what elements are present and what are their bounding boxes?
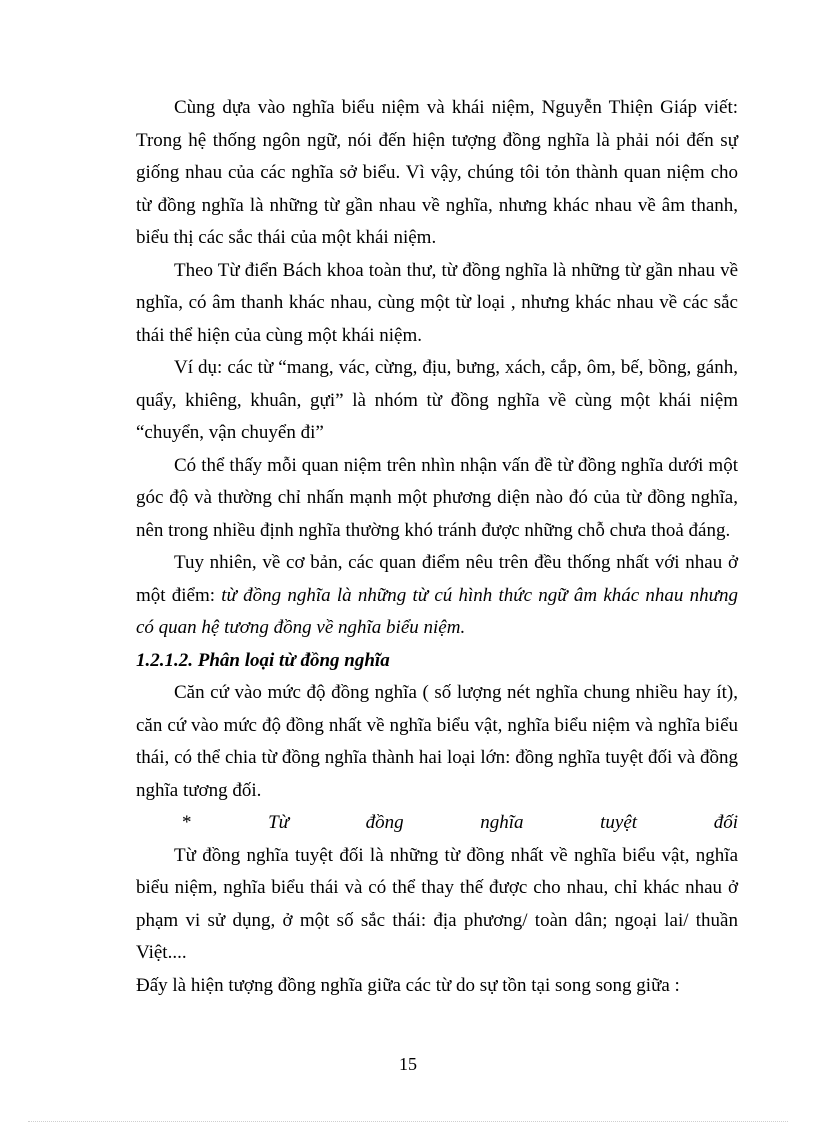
subheading-word-4: tuyệt	[600, 812, 638, 833]
subheading-absolute-synonyms	[136, 807, 738, 840]
subheading-word-3: nghĩa	[480, 812, 524, 833]
paragraph-5	[136, 547, 738, 645]
page-number: 15	[399, 1054, 417, 1074]
subheading-word-1: Từ	[268, 812, 290, 833]
paragraph-6: Căn cứ vào mức độ đồng nghĩa ( số lượng nét nghĩa chung nhiều hay ít), căn cứ vào mức độ đồng nhất về nghĩa biểu vật, nghĩa biểu niệm và nghĩa biểu thái, có thể chia từ đồng nghĩa thành hai loại lớn: đồng nghĩa tuyệt đối và đồng nghĩa tương đối.	[136, 682, 738, 801]
section-heading: 1.2.1.2. Phân loại từ đồng nghĩa	[136, 649, 390, 671]
paragraph-3: Ví dụ: các từ “mang, vác, cừng, địu, bưng, xách, cắp, ôm, bế, bồng, gánh, quẩy, khiêng, khuân, gựi” là nhóm từ đồng nghĩa về cùng một khái niệm “chuyển, vận chuyển đi”	[136, 357, 738, 443]
body-text	[136, 92, 738, 1002]
paragraph-8: Đấy là hiện tượng đồng nghĩa giữa các từ do sự tồn tại song song giữa :	[136, 974, 680, 996]
paragraph-1: Cùng dựa vào nghĩa biểu niệm và khái niệm, Nguyễn Thiện Giáp viết: Trong hệ thống ngôn ngữ, nói đến hiện tượng đồng nghĩa là phải nói đến sự giống nhau của các nghĩa sở biểu. Vì vậy, chúng tôi tỏn thành quan niệm cho từ đồng nghĩa là những từ gần nhau về nghĩa, nhưng khác nhau về âm thanh, biểu thị các sắc thái của một khái niệm.	[136, 97, 738, 248]
paragraph-2: Theo Từ điển Bách khoa toàn thư, từ đồng nghĩa là những từ gần nhau về nghĩa, có âm thanh khác nhau, cùng một từ loại , nhưng khác nhau về các sắc thái thể hiện của cùng một khái niệm.	[136, 259, 738, 346]
paragraph-4: Có thể thấy mỗi quan niệm trên nhìn nhận vấn đề từ đồng nghĩa dưới một góc độ và thường chỉ nhấn mạnh một phương diện nào đó của từ đồng nghĩa, nên trong nhiều định nghĩa thường khó tránh được những chỗ chưa thoả đáng.	[136, 454, 738, 541]
subheading-word-2: đồng	[365, 812, 404, 833]
paragraph-7: Từ đồng nghĩa tuyệt đối là những từ đồng nhất về nghĩa biểu vật, nghĩa biểu niệm, nghĩa biểu thái và có thể thay thế được cho nhau, chỉ khác nhau ở phạm vi sử dụng, ở một số sắc thái: địa phương/ toàn dân; ngoại lai/ thuần Việt....	[136, 844, 738, 963]
page-bottom-divider	[28, 1121, 788, 1122]
subheading-word-5: đối	[713, 812, 738, 833]
paragraph-5-definition: từ đồng nghĩa là những từ cú hình thức ngữ âm khác nhau nhưng có quan hệ tương đồng về nghĩa biểu niệm.	[136, 584, 738, 638]
paragraph-5-lead: Tuy nhiên, về cơ bản, các quan điểm nêu trên đều thống nhất với nhau ở một điểm:	[136, 552, 738, 606]
subheading-bullet: *	[182, 812, 192, 833]
